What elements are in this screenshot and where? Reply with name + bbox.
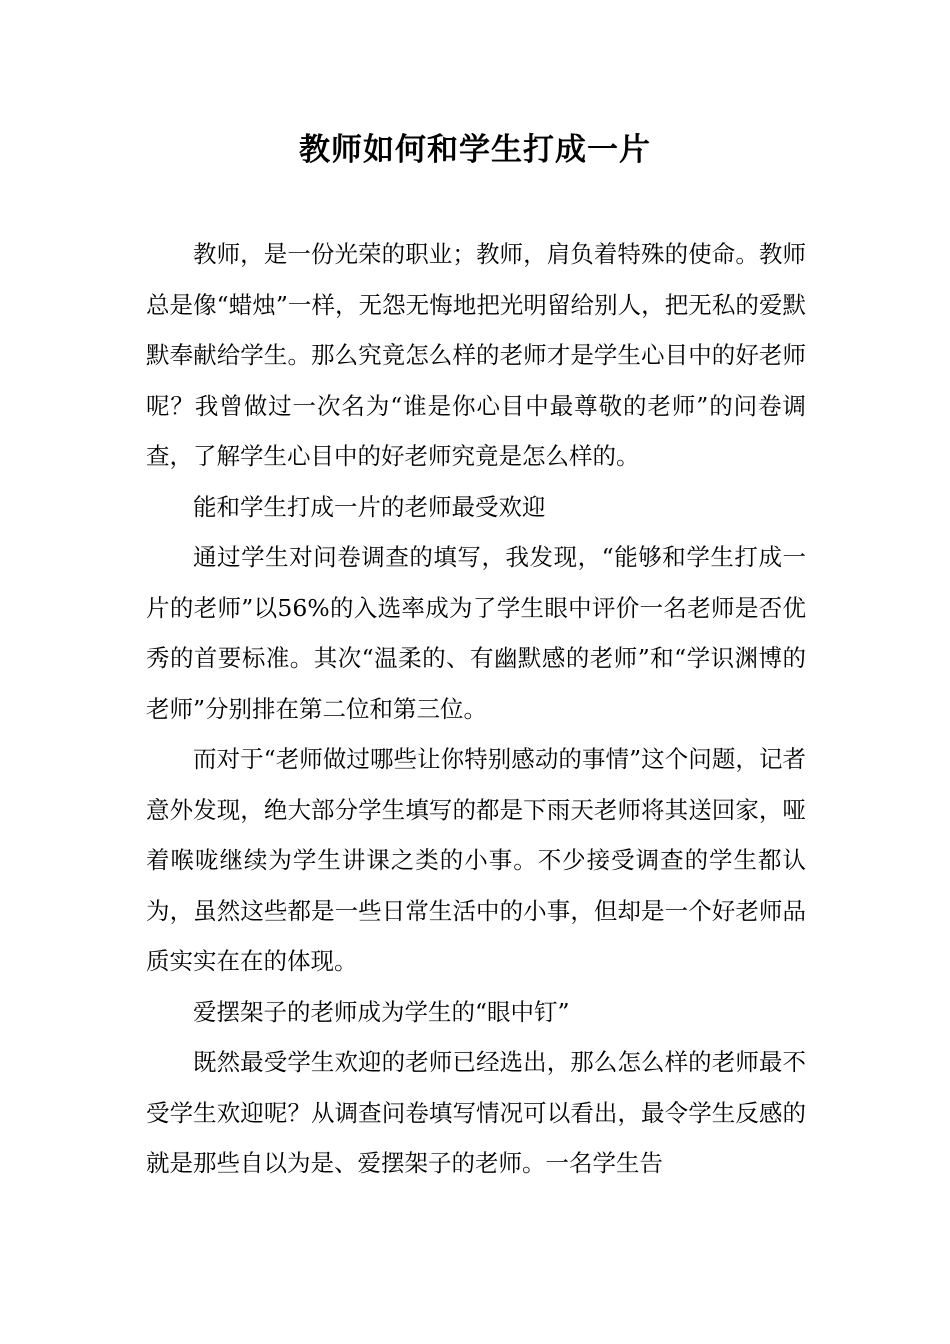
paragraph-unpopular-teacher: 既然最受学生欢迎的老师已经选出，那么怎么样的老师最不受学生欢迎呢？从调查问卷填写情况可以看出，最令学生反感的就是那些自以为是、爱摆架子的老师。一名学生告 bbox=[146, 1048, 806, 1177]
section-heading-popular-teacher: 能和学生打成一片的老师最受欢迎 bbox=[193, 492, 546, 521]
document-title: 教师如何和学生打成一片 bbox=[299, 132, 651, 168]
paragraph-intro: 教师，是一份光荣的职业；教师，肩负着特殊的使命。教师总是像“蜡烛”一样，无怨无悔地把光明留给别人，把无私的爱默默奉献给学生。那么究竟怎么样的老师才是学生心目中的好老师呢？我曾做过一次名为“谁是你心目中最尊敬的老师”的问卷调查，了解学生心目中的好老师究竟是怎么样的。 bbox=[146, 240, 806, 470]
document-body bbox=[146, 229, 806, 1189]
paragraph-survey-result: 通过学生对问卷调查的填写，我发现，“能够和学生打成一片的老师”以56%的入选率成为了学生眼中评价一名老师是否优秀的首要标准。其次“温柔的、有幽默感的老师”和“学识渊博的老师”分别排在第二位和第三位。 bbox=[146, 543, 806, 723]
section-heading-unpopular-teacher: 爱摆架子的老师成为学生的“眼中钉” bbox=[193, 997, 570, 1026]
paragraph-touching-stories: 而对于“老师做过哪些让你特别感动的事情”这个问题，记者意外发现，绝大部分学生填写的都是下雨天老师将其送回家，哑着喉咙继续为学生讲课之类的小事。不少接受调查的学生都认为，虽然这些都是一些日常生活中的小事，但却是一个好老师品质实实在在的体现。 bbox=[146, 745, 806, 975]
